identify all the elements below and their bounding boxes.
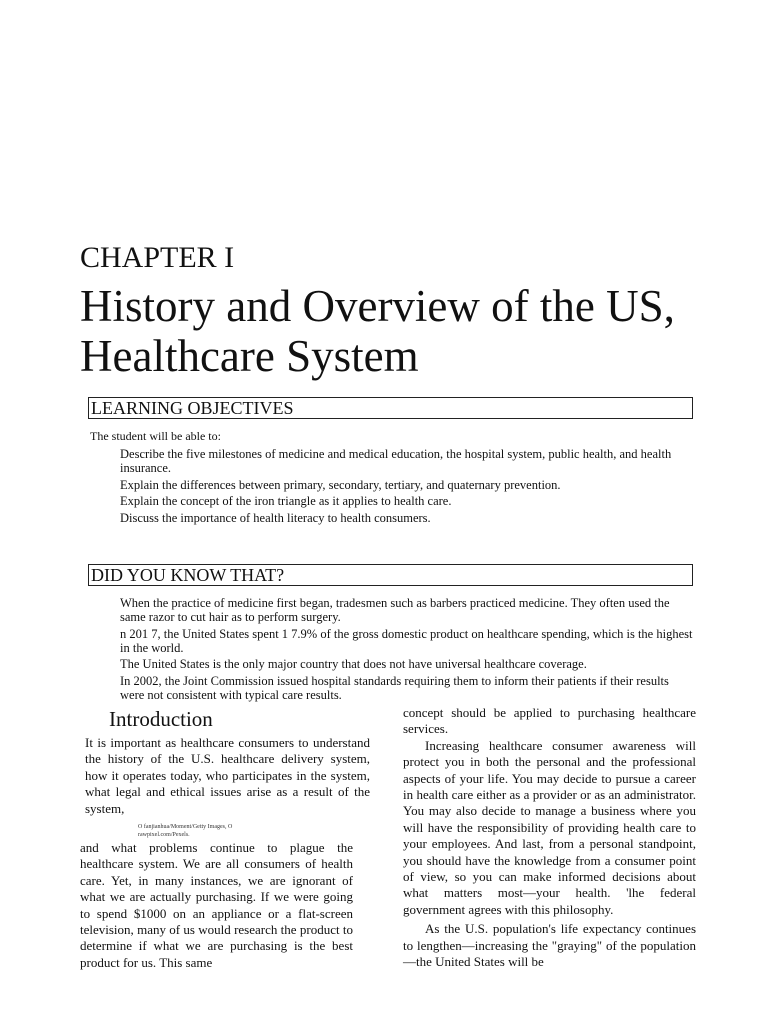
intro-paragraph-1-continued: and what problems continue to plague the healthcare system. We are all consumers of health care. Yet, in many instances, we are ignorant of what we are actually purchasing. If we were going to spend $1000 on an appliance or a flat-screen television, many of us would research the product to determine if what we are purchasing is the best product for us. This same: [80, 840, 353, 970]
learning-objectives-heading: LEARNING OBJECTIVES: [88, 397, 693, 419]
objective-item: Explain the differences between primary, secondary, tertiary, and quaternary prevention.: [120, 477, 561, 492]
intro-paragraph-1-end: concept should be applied to purchasing healthcare services.: [403, 705, 696, 737]
objective-item: Discuss the importance of health literacy to health consumers.: [120, 510, 431, 525]
fact-item: n 201 7, the United States spent 1 7.9% of the gross domestic product on healthcare spending, which is the highest in the world.: [120, 626, 693, 655]
intro-right-column: [403, 705, 696, 971]
learning-objectives-list: [120, 447, 695, 527]
chapter-label: CHAPTER I: [80, 241, 235, 274]
intro-paragraph-2: Increasing healthcare consumer awareness will protect you in both the personal and the professional aspects of your life. You may decide to pursue a career in health care either as a provider or as an administrator. You may also decide to manage a business where you will have the responsibility of providing health care to your employees. And last, from a personal standpoint, you should have the knowledge from a consumer point of view, so you can make informed decisions about what matters most—your health. 'lhe federal government agrees with this philosophy.: [403, 737, 696, 917]
intro-paragraph-3: As the U.S. population's life expectancy continues to lengthen—increasing the "graying" of the population—the United States will be: [403, 921, 696, 970]
objective-item: Explain the concept of the iron triangle as it applies to health care.: [120, 494, 452, 508]
chapter-title: History and Overview of the US, Healthcare System: [80, 281, 675, 381]
fact-item: When the practice of medicine first began, tradesmen such as barbers practiced medicine. They often used the same razor to cut hair as to perform surgery.: [120, 596, 670, 624]
intro-paragraph-1: It is important as healthcare consumers to understand the history of the U.S. healthcare delivery system, how it operates today, who participates in the system, what legal and ethical issues arise as a result of the system,: [85, 735, 370, 816]
did-you-know-heading: DID YOU KNOW THAT?: [88, 564, 693, 586]
fact-item: In 2002, the Joint Commission issued hospital standards requiring them to inform their patients if their results were not consistent with typical care results.: [120, 673, 669, 702]
did-you-know-list: [120, 596, 695, 704]
objective-item: Describe the five milestones of medicine and medical education, the hospital system, public health, and health insurance.: [120, 447, 672, 475]
photo-credit: O fanjianhua/Moment/Getty Images, O rawpixel.com/Pexels.: [138, 824, 233, 838]
introduction-heading: Introduction: [109, 707, 213, 731]
fact-item: The United States is the only major country that does not have universal healthcare coverage.: [120, 657, 587, 671]
learning-objectives-intro: The student will be able to:: [90, 429, 221, 443]
